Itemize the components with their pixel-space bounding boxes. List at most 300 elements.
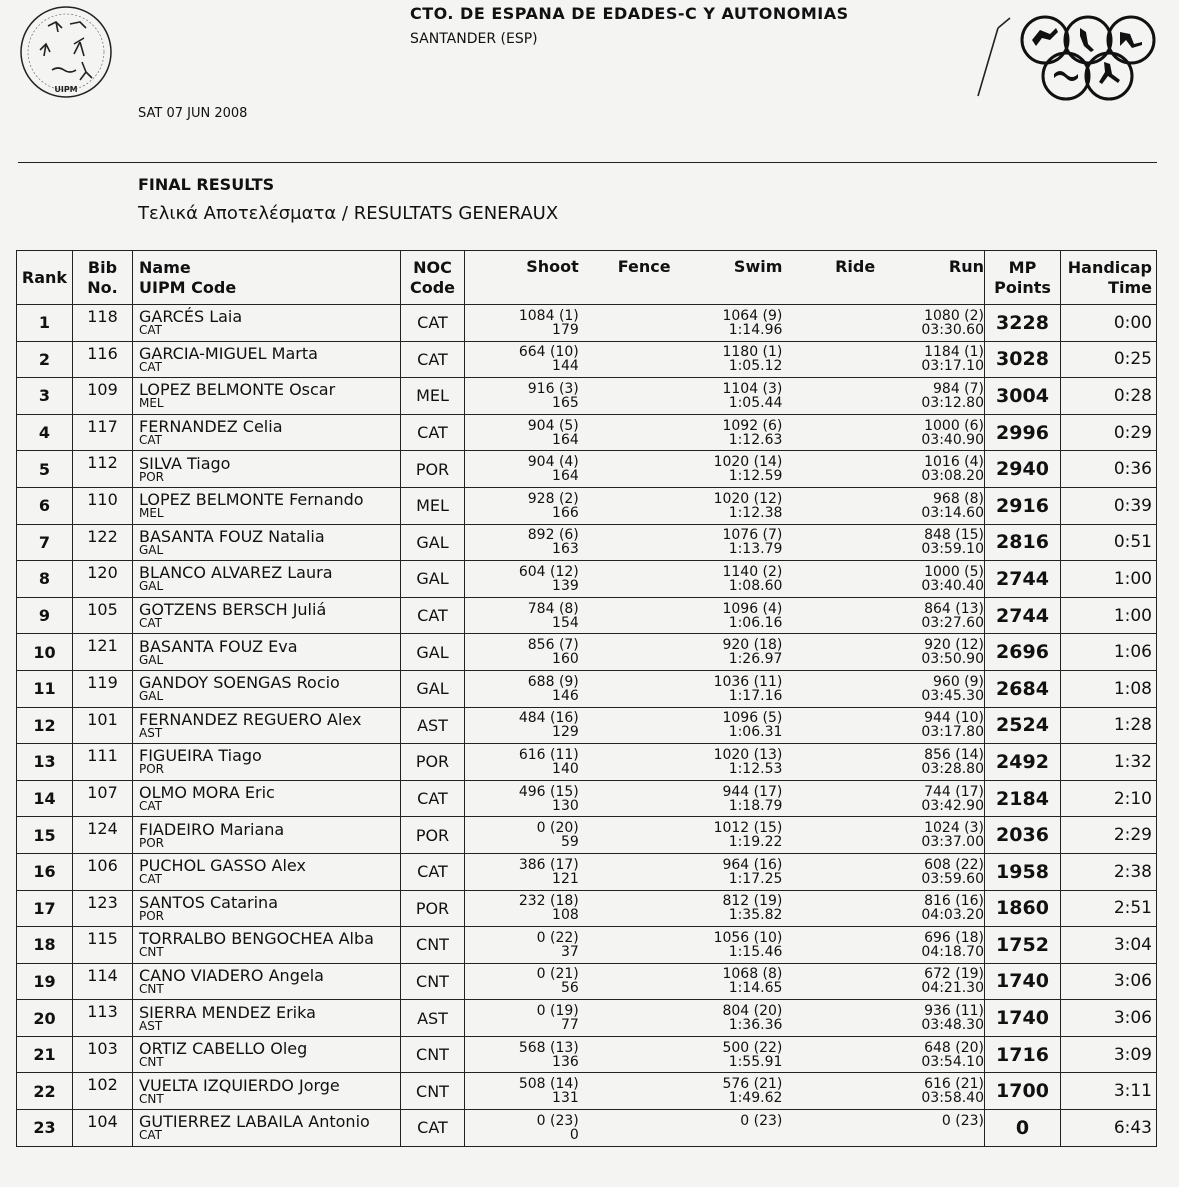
noc-cell: GAL [401,524,465,561]
athlete-name: SANTOS Catarina [139,892,278,912]
run-raw: 03:17.80 [921,724,985,741]
athlete-name: FERNANDEZ Celia [139,417,283,437]
swim-raw: 1:12.38 [728,504,783,521]
athlete-cell [133,1110,401,1147]
run-result [875,785,984,813]
noc-cell: AST [401,1000,465,1037]
mp-points-cell: 2684 [985,670,1061,707]
swim-result [671,565,783,593]
athlete-name: GUTIERREZ LABAILA Antonio [139,1112,370,1132]
swim-result [671,419,783,447]
mp-points-cell: 2744 [985,597,1061,634]
fence-result [579,382,671,410]
ride-result [782,1077,875,1105]
run-points: 1080 (2) [924,307,985,324]
events-cell [465,414,985,451]
swim-points: 1020 (12) [713,490,783,507]
fence-result [579,528,671,556]
swim-raw: 1:18.79 [728,797,783,814]
run-result [875,711,984,739]
swim-points: 1064 (9) [722,307,783,324]
swim-points: 500 (22) [722,1039,783,1056]
athlete-name: LOPEZ BELMONTE Oscar [139,380,336,400]
bib-cell: 106 [73,853,133,890]
swim-raw: 1:35.82 [728,907,783,924]
divider [18,162,1157,163]
athlete-cell [133,853,401,890]
swim-points: 576 (21) [722,1076,783,1093]
handicap-cell: 0:28 [1061,378,1157,415]
fence-result [579,455,671,483]
shoot-raw: 146 [552,687,579,704]
fence-result [579,638,671,666]
fence-result [579,967,671,995]
events-cell [465,890,985,927]
shoot-raw: 166 [552,504,579,521]
events-cell [465,561,985,598]
events-cell [465,378,985,415]
ride-result [782,675,875,703]
col-handicap: Handicap Time [1061,251,1157,305]
athlete-name: BASANTA FOUZ Natalia [139,526,325,546]
results-heading: FINAL RESULTS [138,175,275,194]
noc-cell: CAT [401,1110,465,1147]
mp-points-cell: 1740 [985,1000,1061,1037]
table-row [17,744,1157,781]
swim-result [671,821,783,849]
bib-cell: 113 [73,1000,133,1037]
handicap-cell: 1:32 [1061,744,1157,781]
ride-result [782,711,875,739]
run-points: 856 (14) [924,746,985,763]
athlete-code: POR [139,835,165,850]
athlete-code: GAL [139,579,164,594]
swim-raw: 1:08.60 [728,577,783,594]
swim-raw: 1:05.44 [728,394,783,411]
rank-cell: 19 [17,963,73,1000]
col-points: MP Points [985,251,1061,305]
run-raw: 03:40.40 [921,577,985,594]
athlete-code: GAL [139,689,164,704]
ride-result [782,455,875,483]
swim-raw: 1:15.46 [728,943,783,960]
athlete-code: CNT [139,981,164,996]
fence-result [579,858,671,886]
run-points: 1000 (6) [924,417,985,434]
table-row [17,853,1157,890]
swim-raw: 1:19.22 [728,834,783,851]
athlete-name: GANDOY SOENGAS Rocio [139,673,340,693]
athlete-name: GOTZENS BERSCH Juliá [139,600,327,620]
handicap-cell: 1:00 [1061,561,1157,598]
shoot-points: 496 (15) [518,783,579,800]
run-points: 1016 (4) [924,454,985,471]
handicap-cell: 0:25 [1061,341,1157,378]
swim-points: 1092 (6) [722,417,783,434]
swim-raw: 1:06.16 [728,614,783,631]
bib-cell: 115 [73,927,133,964]
athlete-cell [133,1036,401,1073]
table-row [17,634,1157,671]
handicap-cell: 6:43 [1061,1110,1157,1147]
run-result [875,894,984,922]
col-noc: NOC Code [401,251,465,305]
rank-cell: 20 [17,1000,73,1037]
swim-raw: 1:55.91 [728,1053,783,1070]
handicap-cell: 3:04 [1061,927,1157,964]
swim-points: 1020 (13) [713,746,783,763]
ride-result [782,931,875,959]
table-row [17,1036,1157,1073]
table-row [17,597,1157,634]
swim-raw: 1:12.59 [728,468,783,485]
noc-cell: CAT [401,414,465,451]
fence-result [579,1077,671,1105]
swim-points: 1140 (2) [722,563,783,580]
shoot-points: 916 (3) [527,380,579,397]
events-cell [465,670,985,707]
mp-points-cell: 2184 [985,780,1061,817]
run-result [875,748,984,776]
rank-cell: 5 [17,451,73,488]
col-run: Run [948,257,985,276]
run-raw: 03:42.90 [921,797,985,814]
shoot-points: 928 (2) [527,490,579,507]
shoot-result [465,1077,579,1105]
swim-points: 1012 (15) [713,820,783,837]
shoot-raw: 131 [552,1090,579,1107]
run-raw: 03:14.60 [921,504,985,521]
run-points: 672 (19) [924,966,985,983]
mp-points-cell: 1958 [985,853,1061,890]
shoot-points: 904 (5) [527,417,579,434]
swim-result [671,967,783,995]
rank-cell: 15 [17,817,73,854]
shoot-result [465,309,579,337]
athlete-cell [133,378,401,415]
bib-cell: 121 [73,634,133,671]
athlete-cell [133,561,401,598]
results-subheading: Τελικά Αποτελέσματα / RESULTATS GENERAUX [138,203,559,224]
run-points: 920 (12) [924,637,985,654]
swim-raw: 1:12.53 [728,760,783,777]
swim-result [671,455,783,483]
shoot-raw: 154 [552,614,579,631]
bib-cell: 120 [73,561,133,598]
run-result [875,309,984,337]
swim-result [671,675,783,703]
events-cell [465,744,985,781]
swim-points: 944 (17) [722,783,783,800]
swim-raw: 1:14.65 [728,980,783,997]
swim-points: 1180 (1) [722,344,783,361]
shoot-points: 0 (22) [536,929,579,946]
event-title: CTO. DE ESPANA DE EDADES-C Y AUTONOMIAS [410,4,849,23]
shoot-result [465,711,579,739]
events-cell [465,524,985,561]
events-cell [465,305,985,342]
events-cell [465,1110,985,1147]
shoot-raw: 144 [552,358,579,375]
ride-result [782,492,875,520]
fence-result [579,602,671,630]
athlete-code: CNT [139,1091,164,1106]
rank-cell: 7 [17,524,73,561]
athlete-name: SIERRA MENDEZ Erika [139,1002,316,1022]
handicap-cell: 0:39 [1061,487,1157,524]
rank-cell: 10 [17,634,73,671]
rank-cell: 21 [17,1036,73,1073]
shoot-result [465,419,579,447]
bib-cell: 104 [73,1110,133,1147]
shoot-result [465,1004,579,1032]
table-row [17,341,1157,378]
shoot-points: 0 (23) [536,1112,579,1129]
fence-result [579,785,671,813]
swim-raw: 1:12.63 [728,431,783,448]
noc-cell: AST [401,707,465,744]
athlete-cell [133,597,401,634]
mp-points-cell: 3028 [985,341,1061,378]
shoot-raw: 164 [552,468,579,485]
athlete-cell [133,780,401,817]
run-points: 616 (21) [924,1076,985,1093]
swim-result [671,894,783,922]
table-row [17,305,1157,342]
shoot-raw: 136 [552,1053,579,1070]
events-cell [465,817,985,854]
swim-result [671,1041,783,1069]
athlete-code: POR [139,469,165,484]
swim-points: 804 (20) [722,1003,783,1020]
athlete-code: CAT [139,433,162,448]
table-row [17,1110,1157,1147]
col-fence: Fence [617,257,671,276]
mp-points-cell: 2492 [985,744,1061,781]
events-cell [465,341,985,378]
fence-result [579,711,671,739]
events-cell [465,1073,985,1110]
ride-result [782,821,875,849]
run-result [875,419,984,447]
run-raw: 03:30.60 [921,321,985,338]
table-row [17,707,1157,744]
swim-raw: 1:36.36 [728,1017,783,1034]
athlete-name: SILVA Tiago [139,453,231,473]
shoot-points: 1084 (1) [518,307,579,324]
run-raw: 04:21.30 [921,980,985,997]
shoot-points: 784 (8) [527,600,579,617]
run-points: 864 (13) [924,600,985,617]
shoot-result [465,565,579,593]
athlete-cell [133,414,401,451]
run-result [875,345,984,373]
shoot-result [465,455,579,483]
swim-points: 1096 (5) [722,710,783,727]
noc-cell: GAL [401,634,465,671]
mp-points-cell: 1716 [985,1036,1061,1073]
run-result [875,455,984,483]
col-events [465,251,985,305]
table-row [17,561,1157,598]
swim-result [671,602,783,630]
col-swim: Swim [733,257,783,276]
athlete-code: POR [139,762,165,777]
shoot-points: 856 (7) [527,637,579,654]
table-row [17,1073,1157,1110]
noc-cell: GAL [401,561,465,598]
athlete-cell [133,927,401,964]
shoot-result [465,785,579,813]
swim-result [671,711,783,739]
swim-result [671,931,783,959]
shoot-raw: 139 [552,577,579,594]
shoot-points: 892 (6) [527,527,579,544]
handicap-cell: 0:00 [1061,305,1157,342]
swim-raw: 1:05.12 [728,358,783,375]
noc-cell: CNT [401,963,465,1000]
shoot-points: 386 (17) [518,856,579,873]
shoot-result [465,967,579,995]
athlete-name: FIADEIRO Mariana [139,819,285,839]
run-result [875,1114,984,1142]
rank-cell: 16 [17,853,73,890]
swim-points: 1020 (14) [713,454,783,471]
table-row [17,487,1157,524]
shoot-result [465,894,579,922]
mp-points-cell: 2996 [985,414,1061,451]
run-raw: 03:59.10 [921,541,985,558]
run-raw: 03:27.60 [921,614,985,631]
shoot-result [465,528,579,556]
shoot-points: 904 (4) [527,454,579,471]
shoot-raw: 130 [552,797,579,814]
events-cell [465,853,985,890]
run-raw: 03:58.40 [921,1090,985,1107]
fence-result [579,675,671,703]
ride-result [782,858,875,886]
swim-result [671,858,783,886]
mp-points-cell: 2744 [985,561,1061,598]
shoot-raw: 56 [560,980,579,997]
athlete-cell [133,817,401,854]
swim-result [671,1077,783,1105]
fence-result [579,821,671,849]
rank-cell: 3 [17,378,73,415]
run-points: 648 (20) [924,1039,985,1056]
noc-cell: CAT [401,853,465,890]
shoot-points: 688 (9) [527,673,579,690]
athlete-name: VUELTA IZQUIERDO Jorge [139,1075,340,1095]
athlete-code: MEL [139,506,164,521]
athlete-cell [133,487,401,524]
shoot-points: 664 (10) [518,344,579,361]
run-raw: 04:18.70 [921,943,985,960]
run-points: 1000 (5) [924,563,985,580]
table-row [17,927,1157,964]
swim-raw: 1:13.79 [728,541,783,558]
fence-result [579,1004,671,1032]
events-cell [465,963,985,1000]
shoot-raw: 77 [560,1017,579,1034]
fence-result [579,345,671,373]
uipm-logo [18,4,114,100]
rank-cell: 12 [17,707,73,744]
col-name: Name UIPM Code [133,251,401,305]
run-raw: 03:45.30 [921,687,985,704]
col-bib: Bib No. [73,251,133,305]
handicap-cell: 2:38 [1061,853,1157,890]
mp-points-cell: 1740 [985,963,1061,1000]
rank-cell: 14 [17,780,73,817]
shoot-points: 0 (21) [536,966,579,983]
noc-cell: POR [401,451,465,488]
handicap-cell: 1:00 [1061,597,1157,634]
athlete-code: CNT [139,1055,164,1070]
swim-result [671,638,783,666]
run-points: 960 (9) [933,673,985,690]
ride-result [782,602,875,630]
athlete-name: LOPEZ BELMONTE Fernando [139,490,364,510]
handicap-cell: 2:51 [1061,890,1157,927]
noc-cell: CNT [401,1073,465,1110]
run-result [875,967,984,995]
ride-result [782,894,875,922]
shoot-result [465,675,579,703]
ride-result [782,748,875,776]
athlete-name: ORTIZ CABELLO Oleg [139,1039,308,1059]
run-raw: 03:59.60 [921,870,985,887]
ride-result [782,345,875,373]
swim-raw: 1:26.97 [728,651,783,668]
shoot-points: 604 (12) [518,563,579,580]
shoot-raw: 129 [552,724,579,741]
bib-cell: 103 [73,1036,133,1073]
shoot-raw: 140 [552,760,579,777]
noc-cell: MEL [401,487,465,524]
ride-result [782,638,875,666]
athlete-code: CAT [139,616,162,631]
run-result [875,821,984,849]
swim-points: 1096 (4) [722,600,783,617]
ride-result [782,309,875,337]
mp-points-cell: 1752 [985,927,1061,964]
mp-points-cell: 2524 [985,707,1061,744]
table-row [17,670,1157,707]
noc-cell: CAT [401,341,465,378]
bib-cell: 116 [73,341,133,378]
run-result [875,565,984,593]
noc-cell: CNT [401,1036,465,1073]
shoot-raw: 160 [552,651,579,668]
table-row [17,890,1157,927]
athlete-cell [133,524,401,561]
athlete-code: POR [139,908,165,923]
athlete-code: CAT [139,872,162,887]
table-row [17,963,1157,1000]
swim-points: 920 (18) [722,637,783,654]
fence-result [579,1041,671,1069]
rank-cell: 23 [17,1110,73,1147]
noc-cell: GAL [401,670,465,707]
swim-result [671,345,783,373]
bib-cell: 107 [73,780,133,817]
swim-result [671,528,783,556]
shoot-result [465,382,579,410]
run-points: 968 (8) [933,490,985,507]
bib-cell: 112 [73,451,133,488]
shoot-result [465,638,579,666]
